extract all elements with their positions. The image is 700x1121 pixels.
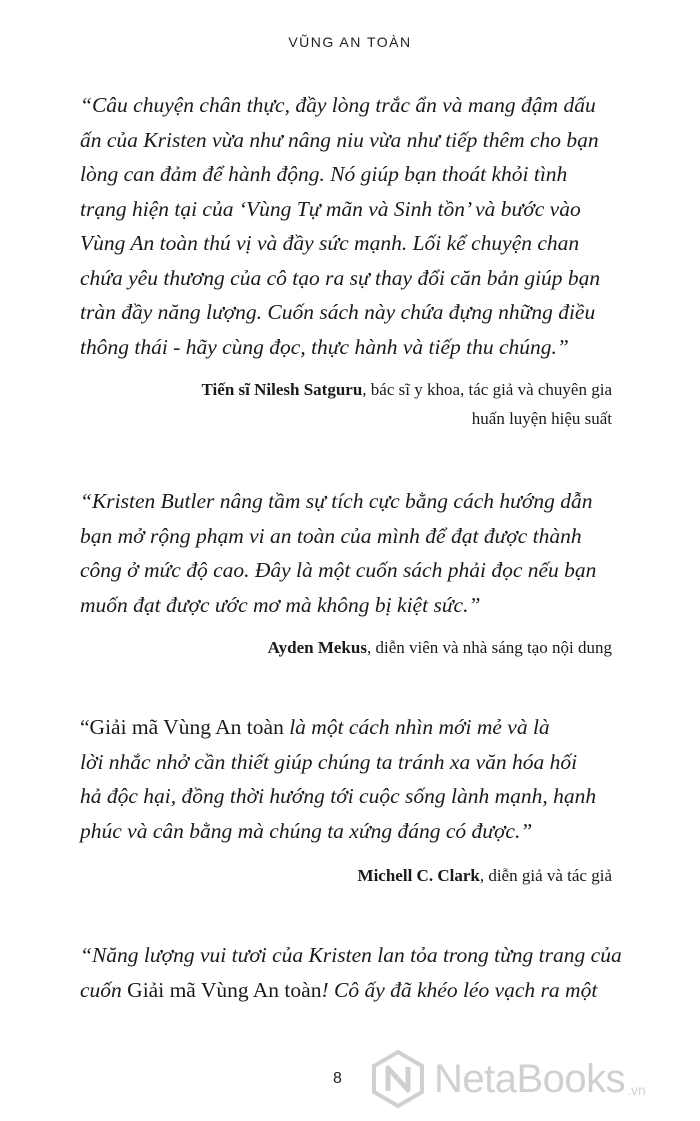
- quote-3-line: hả độc hại, đồng thời hướng tới cuộc sống lành mạnh, hạnh: [80, 784, 597, 808]
- attribution-1-role-cont: huấn luyện hiệu suất: [471, 409, 612, 428]
- attribution-3: [92, 861, 612, 890]
- attribution-3-name: Michell C. Clark: [357, 866, 480, 885]
- quote-2-line: công ở mức độ cao. Đây là một cuốn sách phải đọc nếu bạn: [80, 558, 597, 582]
- attribution-1-role: , bác sĩ y khoa, tác giả và chuyên gia: [362, 380, 612, 399]
- quote-1-line: lòng can đảm để hành động. Nó giúp bạn thoát khỏi tình: [80, 162, 568, 186]
- quote-1-line: thông thái - hãy cùng đọc, thực hành và tiếp thu chúng.”: [80, 334, 569, 359]
- attribution-2-role: , diễn viên và nhà sáng tạo nội dung: [366, 638, 612, 657]
- quote-4: [80, 938, 625, 1007]
- quote-2-line: bạn mở rộng phạm vi an toàn của mình để đạt được thành: [80, 523, 582, 548]
- quote-3-line: lời nhắc nhở cần thiết giúp chúng ta tránh xa văn hóa hối: [80, 749, 578, 774]
- page-number: 8: [333, 1070, 342, 1087]
- watermark-brand: NetaBooks: [434, 1056, 626, 1101]
- quote-3-line: là một cách nhìn mới mẻ và là: [283, 715, 550, 739]
- quote-3: [80, 710, 625, 848]
- quote-4-line: cuốn: [80, 977, 128, 1002]
- watermark: [368, 1046, 698, 1112]
- quote-4-line: “Năng lượng vui tươi của Kristen lan tỏa trong từng trang của: [80, 943, 622, 967]
- quote-1-line: Vùng An toàn thú vị và đầy sức mạnh. Lối kể chuyện chan: [80, 231, 580, 255]
- attribution-2: [92, 633, 612, 662]
- attribution-1-name: Tiến sĩ Nilesh Satguru: [201, 380, 363, 399]
- quote-3-line: phúc và cân bằng mà chúng ta xứng đáng có được.”: [80, 818, 533, 843]
- quote-4-line: ! Cô ấy đã khéo léo vạch ra một: [321, 977, 598, 1002]
- book-title: Giải mã Vùng An toàn: [127, 977, 322, 1002]
- quote-1-line: “Câu chuyện chân thực, đầy lòng trắc ẩn và mang đậm dấu: [80, 93, 596, 117]
- running-head: VŨNG AN TOÀN: [288, 34, 412, 50]
- attribution-3-role: , diễn giả và tác giả: [479, 866, 612, 885]
- book-title: “Giải mã Vùng An toàn: [80, 715, 284, 739]
- attribution-2-name: Ayden Mekus: [267, 638, 367, 657]
- quote-1-line: ấn của Kristen vừa như nâng niu vừa như tiếp thêm cho bạn: [80, 127, 599, 152]
- quote-2-line: “Kristen Butler nâng tầm sự tích cực bằng cách hướng dẫn: [80, 489, 593, 513]
- netabooks-logo-icon: [368, 1049, 428, 1109]
- quote-1-line: trạng hiện tại của ‘Vùng Tự mãn và Sinh tồn’ và bước vào: [80, 196, 581, 221]
- quote-1: [80, 88, 625, 364]
- quote-1-line: tràn đầy năng lượng. Cuốn sách này chứa đựng những điều: [80, 300, 596, 324]
- quote-2: [80, 484, 625, 622]
- quote-2-line: muốn đạt được ước mơ mà không bị kiệt sức.”: [80, 592, 481, 617]
- quote-1-line: chứa yêu thương của cô tạo ra sự thay đổi căn bản giúp bạn: [80, 265, 601, 290]
- attribution-1: [92, 375, 612, 433]
- watermark-suffix: .vn: [627, 1082, 646, 1098]
